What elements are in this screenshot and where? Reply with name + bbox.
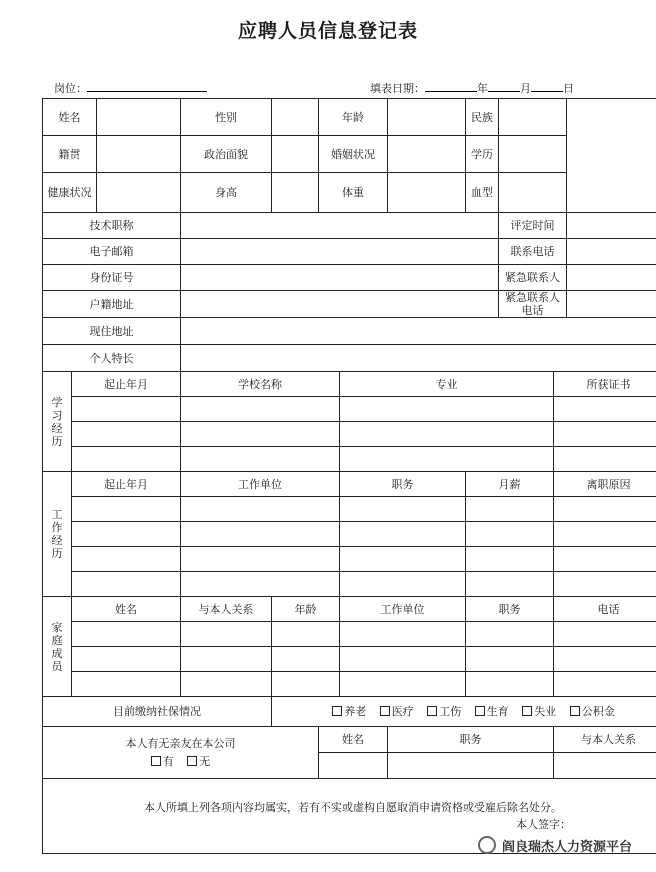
value-eval-time[interactable] bbox=[567, 213, 656, 239]
work-cell[interactable] bbox=[340, 497, 466, 522]
label-marital-status: 婚姻状况 bbox=[319, 136, 388, 173]
position-input[interactable] bbox=[87, 80, 207, 92]
option-label: 无 bbox=[199, 755, 211, 768]
value-id-no[interactable] bbox=[181, 265, 499, 291]
work-header-employer: 工作单位 bbox=[181, 472, 340, 497]
label-native-place: 籍贯 bbox=[43, 136, 97, 173]
declaration-text: 本人所填上列各项内容均属实，若有不实或虚构自愿取消申请资格或受雇后除名处分。 bbox=[144, 801, 563, 814]
family-cell[interactable] bbox=[181, 672, 272, 697]
study-cell[interactable] bbox=[181, 447, 340, 472]
work-cell[interactable] bbox=[466, 572, 554, 597]
photo-area[interactable] bbox=[567, 99, 656, 213]
family-cell[interactable] bbox=[466, 622, 554, 647]
label-age: 年龄 bbox=[319, 99, 388, 136]
value-marital-status[interactable] bbox=[388, 136, 466, 173]
value-education[interactable] bbox=[499, 136, 567, 173]
label-household-address: 户籍地址 bbox=[43, 291, 181, 318]
value-political-status[interactable] bbox=[272, 136, 319, 173]
label-gender: 性别 bbox=[181, 99, 272, 136]
family-cell[interactable] bbox=[181, 647, 272, 672]
value-current-address[interactable] bbox=[181, 318, 656, 345]
work-section-label: 工 作 经 历 bbox=[43, 472, 72, 597]
option-label: 医疗 bbox=[391, 705, 414, 718]
work-header-period: 起止年月 bbox=[72, 472, 181, 497]
work-cell[interactable] bbox=[72, 572, 181, 597]
value-native-place[interactable] bbox=[97, 136, 181, 173]
value-name[interactable] bbox=[97, 99, 181, 136]
label-emergency-phone: 紧急联系人电话 bbox=[499, 291, 567, 318]
label-tech-title: 技术职称 bbox=[43, 213, 181, 239]
value-age[interactable] bbox=[388, 99, 466, 136]
checkbox-icon bbox=[380, 706, 390, 716]
option-label: 失业 bbox=[534, 705, 557, 718]
label-emergency-contact: 紧急联系人 bbox=[499, 265, 567, 291]
insurance-option-pension[interactable] bbox=[332, 705, 366, 718]
work-header-leave-reason: 离职原因 bbox=[554, 472, 656, 497]
checkbox-icon bbox=[475, 706, 485, 716]
study-cell[interactable] bbox=[554, 447, 656, 472]
label-height: 身高 bbox=[181, 173, 272, 213]
family-header-age: 年龄 bbox=[272, 597, 340, 622]
family-cell[interactable] bbox=[554, 672, 656, 697]
label-eval-time: 评定时间 bbox=[499, 213, 567, 239]
relatives-question-cell bbox=[43, 727, 319, 779]
family-header-phone: 电话 bbox=[554, 597, 656, 622]
family-cell[interactable] bbox=[272, 647, 340, 672]
value-health[interactable] bbox=[97, 173, 181, 213]
study-header-school: 学校名称 bbox=[181, 372, 340, 397]
value-specialty[interactable] bbox=[181, 345, 656, 372]
work-header-position: 职务 bbox=[340, 472, 466, 497]
value-phone[interactable] bbox=[567, 239, 656, 265]
family-header-relation: 与本人关系 bbox=[181, 597, 272, 622]
relatives-cell[interactable] bbox=[554, 753, 656, 779]
work-cell[interactable] bbox=[466, 497, 554, 522]
study-cell[interactable] bbox=[72, 447, 181, 472]
month-input[interactable] bbox=[488, 80, 520, 92]
label-id-no: 身份证号 bbox=[43, 265, 181, 291]
signature-label: 本人签字： bbox=[516, 818, 572, 831]
family-cell[interactable] bbox=[340, 622, 466, 647]
work-cell[interactable] bbox=[181, 522, 340, 547]
value-email[interactable] bbox=[181, 239, 499, 265]
study-cell[interactable] bbox=[554, 422, 656, 447]
option-label: 生育 bbox=[486, 705, 509, 718]
work-cell[interactable] bbox=[72, 497, 181, 522]
study-header-period: 起止年月 bbox=[72, 372, 181, 397]
family-cell[interactable] bbox=[72, 672, 181, 697]
family-cell[interactable] bbox=[272, 672, 340, 697]
value-ethnicity[interactable] bbox=[499, 99, 567, 136]
study-cell[interactable] bbox=[340, 447, 554, 472]
study-cell[interactable] bbox=[72, 397, 181, 422]
insurance-option-medical[interactable] bbox=[380, 705, 414, 718]
value-weight[interactable] bbox=[388, 173, 466, 213]
work-cell[interactable] bbox=[340, 547, 466, 572]
option-label: 有 bbox=[162, 755, 174, 768]
position-field bbox=[54, 80, 207, 96]
work-cell[interactable] bbox=[72, 522, 181, 547]
checkbox-icon bbox=[151, 756, 161, 766]
family-cell[interactable] bbox=[466, 672, 554, 697]
insurance-option-maternity[interactable] bbox=[475, 705, 509, 718]
family-cell[interactable] bbox=[554, 622, 656, 647]
insurance-option-injury[interactable] bbox=[427, 705, 461, 718]
value-emergency-contact[interactable] bbox=[567, 265, 656, 291]
checkbox-icon bbox=[570, 706, 580, 716]
relatives-header-position: 职务 bbox=[388, 727, 554, 753]
insurance-label: 目前缴纳社保情况 bbox=[43, 697, 272, 727]
checkbox-icon bbox=[332, 706, 342, 716]
relatives-choice bbox=[45, 755, 316, 768]
label-specialty: 个人特长 bbox=[43, 345, 181, 372]
study-header-certificate: 所获证书 bbox=[554, 372, 656, 397]
relatives-option-yes[interactable] bbox=[151, 755, 174, 768]
month-label: 月 bbox=[520, 82, 531, 95]
study-cell[interactable] bbox=[181, 397, 340, 422]
label-ethnicity: 民族 bbox=[466, 99, 499, 136]
family-cell[interactable] bbox=[340, 672, 466, 697]
family-header-employer: 工作单位 bbox=[340, 597, 466, 622]
study-cell[interactable] bbox=[340, 397, 554, 422]
label-weight: 体重 bbox=[319, 173, 388, 213]
family-cell[interactable] bbox=[466, 647, 554, 672]
family-cell[interactable] bbox=[72, 647, 181, 672]
insurance-option-unemployment[interactable] bbox=[522, 705, 556, 718]
value-blood-type[interactable] bbox=[499, 173, 567, 213]
option-label: 养老 bbox=[344, 705, 367, 718]
work-cell[interactable] bbox=[466, 547, 554, 572]
label-health: 健康状况 bbox=[43, 173, 97, 213]
label-email: 电子邮箱 bbox=[43, 239, 181, 265]
value-gender[interactable] bbox=[272, 99, 319, 136]
study-cell[interactable] bbox=[72, 422, 181, 447]
family-cell[interactable] bbox=[72, 622, 181, 647]
study-header-major: 专业 bbox=[340, 372, 554, 397]
label-blood-type: 血型 bbox=[466, 173, 499, 213]
work-cell[interactable] bbox=[466, 522, 554, 547]
study-cell[interactable] bbox=[340, 422, 554, 447]
family-cell[interactable] bbox=[272, 622, 340, 647]
form-title: 应聘人员信息登记表 bbox=[237, 20, 418, 42]
label-political-status: 政治面貌 bbox=[181, 136, 272, 173]
relatives-question: 本人有无亲友在本公司 bbox=[125, 737, 236, 750]
work-cell[interactable] bbox=[554, 572, 656, 597]
relatives-cell[interactable] bbox=[388, 753, 554, 779]
value-height[interactable] bbox=[272, 173, 319, 213]
year-label: 年 bbox=[477, 82, 488, 95]
work-cell[interactable] bbox=[72, 547, 181, 572]
family-cell[interactable] bbox=[340, 647, 466, 672]
family-cell[interactable] bbox=[554, 647, 656, 672]
work-cell[interactable] bbox=[554, 522, 656, 547]
relatives-option-no[interactable] bbox=[187, 755, 210, 768]
family-header-name: 姓名 bbox=[72, 597, 181, 622]
insurance-options bbox=[272, 697, 656, 727]
work-cell[interactable] bbox=[340, 572, 466, 597]
label-name: 姓名 bbox=[43, 99, 97, 136]
work-cell[interactable] bbox=[340, 522, 466, 547]
work-cell[interactable] bbox=[181, 547, 340, 572]
family-cell[interactable] bbox=[181, 622, 272, 647]
watermark-text: 阎良瑞杰人力资源平台 bbox=[501, 840, 632, 855]
relatives-cell[interactable] bbox=[319, 753, 388, 779]
family-header-position: 职务 bbox=[466, 597, 554, 622]
study-cell[interactable] bbox=[181, 422, 340, 447]
option-label: 工伤 bbox=[439, 705, 462, 718]
option-label: 公积金 bbox=[581, 705, 615, 718]
work-cell[interactable] bbox=[181, 497, 340, 522]
position-label: 岗位： bbox=[54, 82, 87, 95]
value-household-address[interactable] bbox=[181, 291, 499, 318]
checkbox-icon bbox=[427, 706, 437, 716]
work-cell[interactable] bbox=[554, 547, 656, 572]
study-cell[interactable] bbox=[554, 397, 656, 422]
fill-date-field bbox=[370, 80, 574, 96]
day-input[interactable] bbox=[531, 80, 563, 92]
fill-date-label: 填表日期： bbox=[370, 82, 425, 95]
insurance-option-housing-fund[interactable] bbox=[570, 705, 615, 718]
work-cell[interactable] bbox=[181, 572, 340, 597]
label-phone: 联系电话 bbox=[499, 239, 567, 265]
relatives-header-name: 姓名 bbox=[319, 727, 388, 753]
work-cell[interactable] bbox=[554, 497, 656, 522]
relatives-header-relation: 与本人关系 bbox=[554, 727, 656, 753]
checkbox-icon bbox=[522, 706, 532, 716]
day-label: 日 bbox=[563, 82, 574, 95]
watermark bbox=[478, 836, 632, 855]
year-input[interactable] bbox=[425, 80, 477, 92]
label-current-address: 现住地址 bbox=[43, 318, 181, 345]
value-emergency-phone[interactable] bbox=[567, 291, 656, 318]
wechat-icon bbox=[478, 836, 496, 854]
study-section-label: 学 习 经 历 bbox=[43, 372, 72, 472]
registration-form-table bbox=[42, 98, 656, 854]
value-tech-title[interactable] bbox=[181, 213, 499, 239]
checkbox-icon bbox=[187, 756, 197, 766]
label-education: 学历 bbox=[466, 136, 499, 173]
work-header-salary: 月薪 bbox=[466, 472, 554, 497]
family-section-label: 家 庭 成 员 bbox=[43, 597, 72, 697]
